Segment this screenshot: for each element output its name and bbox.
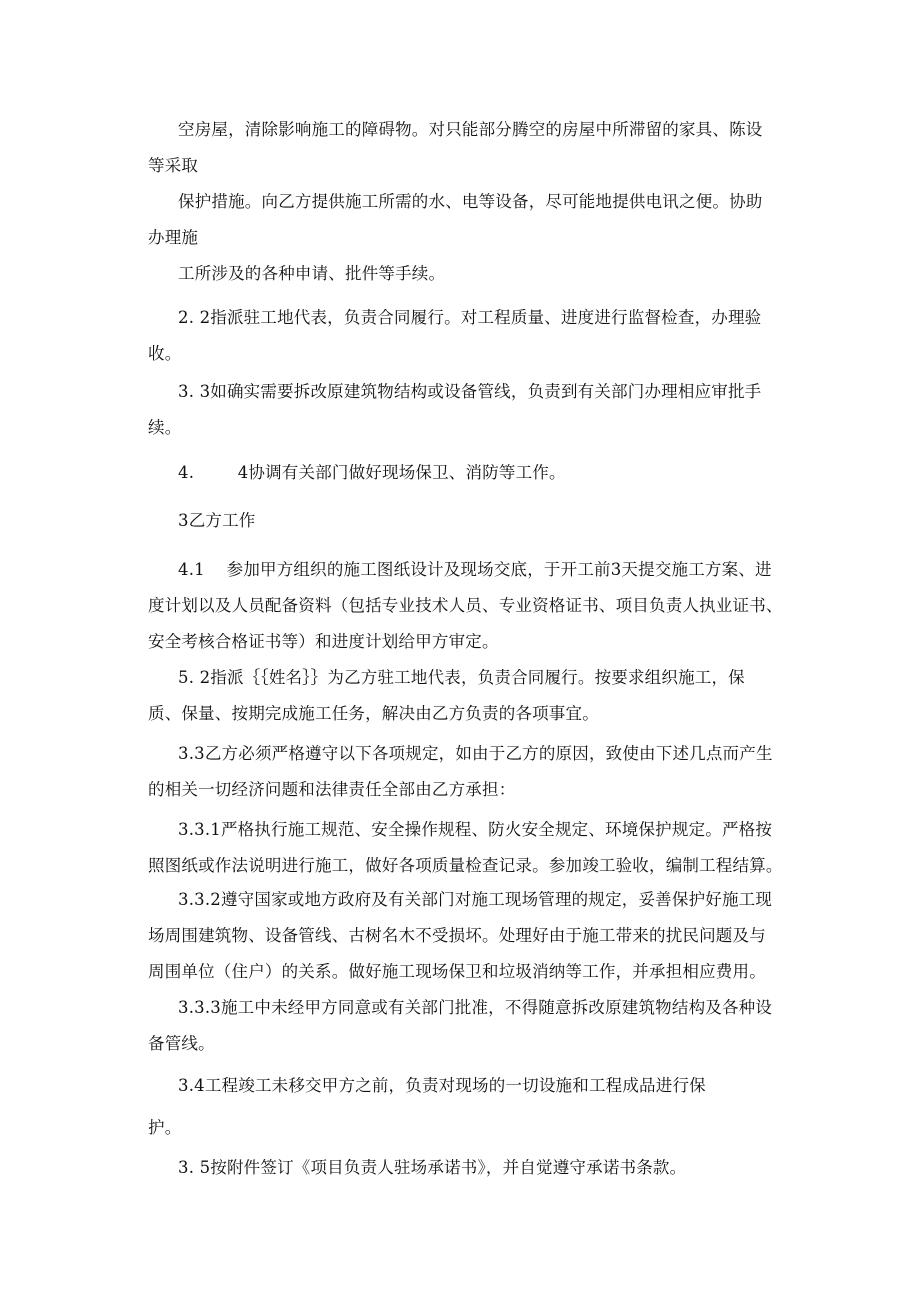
text-line: 4.1 参加甲方组织的施工图纸设计及现场交底，于开工前3天提交施工方案、进 (178, 560, 772, 579)
paragraph-8 (148, 552, 788, 660)
text-line: 3.3.2遵守国家或地方政府及有关部门对施工现场管理的规定，妥善保护好施工现 (178, 890, 773, 909)
paragraph-10 (148, 736, 788, 808)
section-heading (148, 503, 788, 539)
paragraph-1 (148, 112, 788, 184)
text-line: 收。 (148, 344, 182, 363)
paragraph-14 (148, 1068, 788, 1104)
paragraph-11 (148, 812, 788, 884)
text-line: 3乙方工作 (178, 511, 256, 530)
text-line: 2. 2指派驻工地代表，负责合同履行。对工程质量、进度进行监督检查，办理验 (178, 308, 762, 327)
text-line: 保护措施。向乙方提供施工所需的水、电等设备，尽可能地提供电讯之便。协助 (178, 192, 763, 211)
paragraph-12 (148, 882, 788, 990)
text-line: 3.3.1严格执行施工规范、安全操作规程、防火安全规定、环境保护规定。严格按 (178, 820, 773, 839)
text-line: 3. 5按附件签订《项目负责人驻场承诺书》，并自觉遵守承诺书条款。 (178, 1158, 687, 1177)
text-line: 备管线。 (148, 1034, 215, 1053)
paragraph-13 (148, 990, 788, 1062)
text-line: 等采取 (148, 156, 199, 175)
text-line: 3. 3如确实需要拆改原建筑物结构或设备管线，负责到有关部门办理相应审批手 (178, 382, 762, 401)
paragraph-16 (148, 1150, 788, 1186)
text-line: 4. 4协调有关部门做好现场保卫、消防等工作。 (178, 463, 566, 482)
text-line: 续。 (148, 418, 182, 437)
paragraph-2 (148, 184, 788, 256)
text-line: 工所涉及的各种申请、批件等手续。 (178, 264, 446, 283)
paragraph-4 (148, 300, 788, 372)
text-line: 护。 (148, 1118, 182, 1137)
text-line: 的相关一切经济问题和法律责任全部由乙方承担： (148, 780, 516, 799)
text-line: 3.3.3施工中未经甲方同意或有关部门批准，不得随意拆改原建筑物结构及各种设 (178, 998, 773, 1017)
text-line: 场周围建筑物、设备管线、古树名木不受损坏。处理好由于施工带来的扰民问题及与 (148, 926, 766, 945)
paragraph-3 (148, 256, 788, 292)
text-line: 空房屋，清除影响施工的障碍物。对只能部分腾空的房屋中所滞留的家具、陈设 (178, 120, 763, 139)
text-line: 照图纸或作法说明进行施工，做好各项质量检查记录。参加竣工验收，编制工程结算。 (148, 856, 783, 875)
paragraph-15 (148, 1110, 788, 1146)
text-line: 安全考核合格证书等）和进度计划给甲方审定。 (148, 632, 499, 651)
text-line: 办理施 (148, 228, 199, 247)
text-line: 质、保量、按期完成施工任务，解决由乙方负责的各项事宜。 (148, 704, 599, 723)
text-line: 周围单位（住户）的关系。做好施工现场保卫和垃圾消纳等工作，并承担相应费用。 (148, 962, 766, 981)
text-line: 5. 2指派｛｛姓名｝｝为乙方驻工地代表，负责合同履行。按要求组织施工，保 (178, 668, 745, 687)
paragraph-9 (148, 660, 788, 732)
paragraph-5 (148, 374, 788, 446)
paragraph-6 (148, 455, 788, 491)
text-line: 度计划以及人员配备资料（包括专业技术人员、专业资格证书、项目负责人执业证书、 (148, 596, 783, 615)
text-line: 3.3乙方必须严格遵守以下各项规定，如由于乙方的原因，致使由下述几点而产生 (178, 744, 773, 763)
text-line: 3.4工程竣工未移交甲方之前，负责对现场的一切设施和工程成品进行保 (178, 1076, 706, 1095)
